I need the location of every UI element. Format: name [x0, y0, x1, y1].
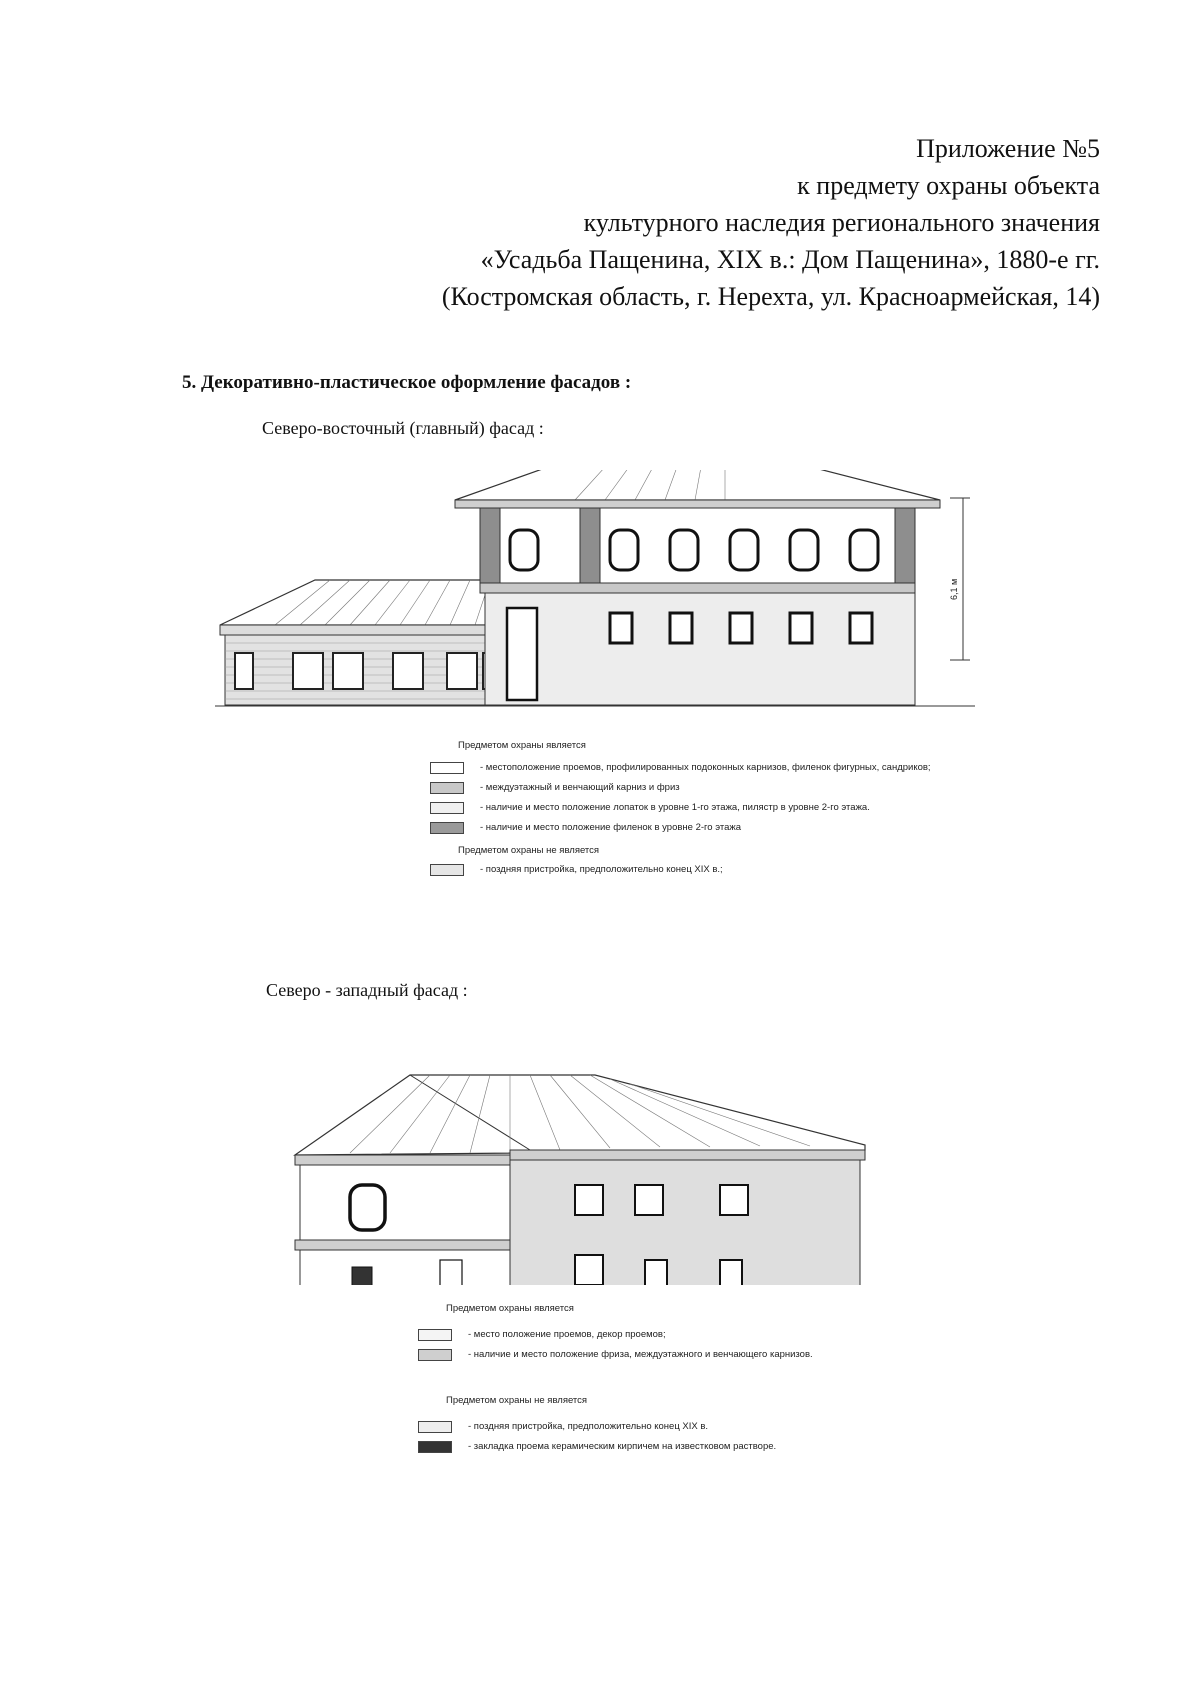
late-extension-northwest	[510, 1160, 860, 1285]
late-extension	[225, 635, 525, 705]
legend-text: - наличие и место положение лопаток в уровне 1-го этажа, пилястр в уровне 2-го этажа.	[480, 802, 870, 813]
extension-roof	[220, 580, 525, 625]
legend-swatch	[430, 864, 464, 876]
legend2-not-protected-head: Предметом охраны не является	[446, 1395, 588, 1406]
legend-text: - местоположение проемов, профилированных подоконных карнизов, филенок фигурных, сандриков;	[480, 762, 931, 773]
legend1-not-item	[430, 864, 1030, 884]
legend2-not-item	[418, 1421, 1038, 1441]
legend-text: - место положение проемов, декор проемов;	[468, 1329, 666, 1340]
header-line-2: к предмету охраны объекта	[797, 171, 1100, 200]
legend1-item	[430, 802, 1030, 822]
header-line-5: (Костромская область, г. Нерехта, ул. Красноармейская, 14)	[441, 282, 1100, 311]
legend-swatch	[430, 822, 464, 834]
northwest-roof	[295, 1075, 865, 1155]
legend-text: - поздняя пристройка, предположительно конец XIX в.;	[480, 864, 723, 875]
legend-text: - наличие и место положение фриза, междуэтажного и венчающего карнизов.	[468, 1349, 813, 1360]
legend-swatch	[418, 1421, 452, 1433]
legend2-item	[418, 1329, 1038, 1349]
facade2-title: Северо - западный фасад :	[266, 980, 468, 1000]
appendix-header	[442, 130, 1100, 315]
legend1-not-protected-head: Предметом охраны не является	[458, 845, 600, 856]
legend-text: - закладка проема керамическим кирпичем на известковом растворе.	[468, 1441, 777, 1452]
header-line-1: Приложение №5	[916, 134, 1100, 163]
legend2-item	[418, 1349, 1038, 1369]
legend1-item	[430, 782, 1030, 802]
legend-swatch	[418, 1349, 452, 1361]
legend-swatch	[430, 802, 464, 814]
legend1-item	[430, 762, 1030, 782]
legend2-not-item	[418, 1441, 1038, 1461]
facade2-legend	[418, 1303, 1038, 1483]
legend-swatch	[418, 1441, 452, 1453]
legend1-protected-head: Предметом охраны является	[458, 740, 586, 751]
facade1-title: Северо-восточный (главный) фасад :	[262, 418, 544, 438]
legend-text: - междуэтажный и венчающий карниз и фриз	[480, 782, 680, 793]
header-line-3: культурного наследия регионального значения	[583, 208, 1100, 237]
northwest-facade-drawing	[290, 1055, 880, 1285]
height-label: 6,1 м	[949, 578, 959, 600]
header-line-4: «Усадьба Пащенина, XIX в.: Дом Пащенина», 1880-е гг.	[480, 245, 1100, 274]
legend-text: - наличие и место положение филенок в уровне 2-го этажа	[480, 822, 742, 833]
legend-swatch	[430, 762, 464, 774]
legend-swatch	[430, 782, 464, 794]
northeast-facade-drawing	[215, 470, 1065, 730]
first-floor	[485, 593, 915, 705]
legend-text: - поздняя пристройка, предположительно конец XIX в.	[468, 1421, 709, 1432]
original-part	[300, 1165, 510, 1240]
legend2-protected-head: Предметом охраны является	[446, 1303, 574, 1314]
facade1-legend	[430, 740, 1030, 890]
legend1-item	[430, 822, 1030, 842]
legend-swatch	[418, 1329, 452, 1341]
section-title: 5. Декоративно-пластическое оформление фасадов :	[182, 372, 632, 393]
